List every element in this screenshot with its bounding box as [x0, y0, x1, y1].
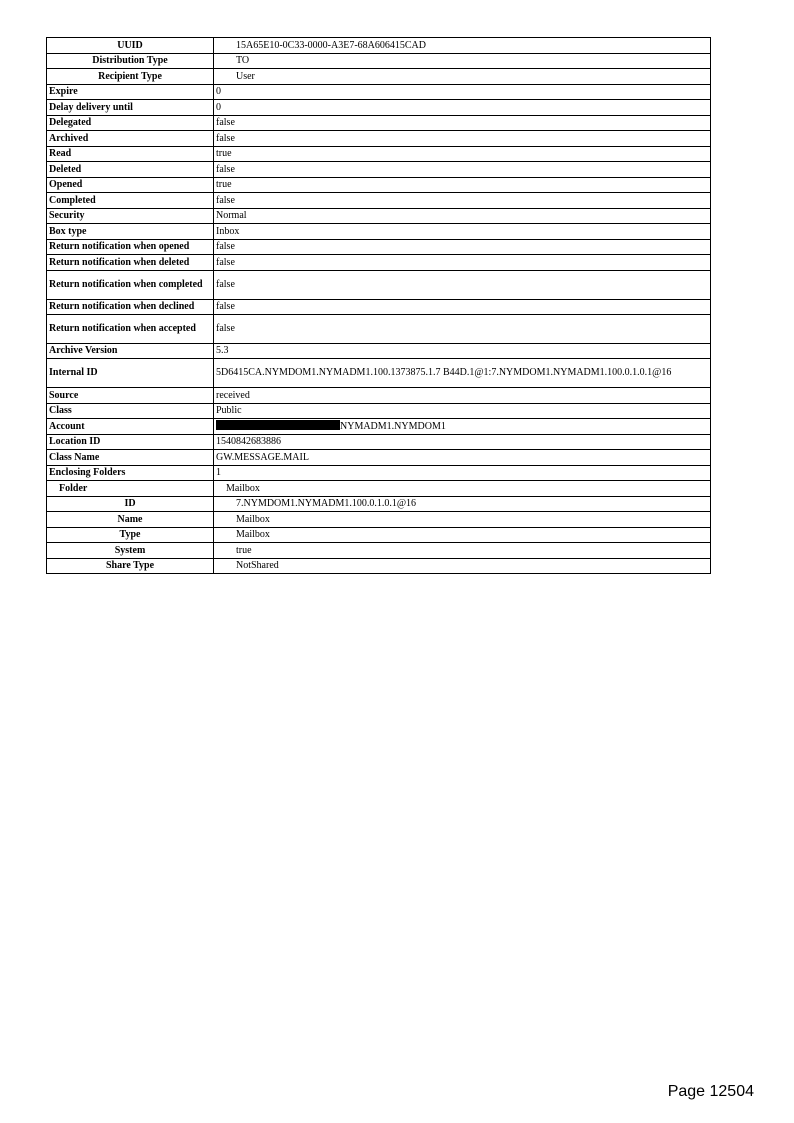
folder-id-label: ID — [47, 497, 214, 512]
notify-deleted-label: Return notification when deleted — [47, 255, 214, 271]
archive-version-value: 5.3 — [214, 344, 711, 359]
enclosing-folders-label: Enclosing Folders — [47, 466, 214, 481]
row-folder-system — [47, 543, 711, 559]
enclosing-folders-value: 1 — [214, 466, 711, 481]
row-opened — [47, 178, 711, 193]
uuid-value: 15A65E10-0C33-0000-A3E7-68A606415CAD — [214, 38, 711, 54]
row-location-id — [47, 435, 711, 450]
row-notify-opened — [47, 240, 711, 255]
opened-value: true — [214, 178, 711, 193]
deleted-label: Deleted — [47, 162, 214, 178]
distribution-type-value: TO — [214, 54, 711, 69]
row-uuid — [47, 38, 711, 54]
row-enclosing-folders — [47, 466, 711, 481]
row-security — [47, 209, 711, 224]
row-archive-version — [47, 344, 711, 359]
read-value: true — [214, 147, 711, 162]
notify-accepted-value: false — [214, 315, 711, 344]
expire-label: Expire — [47, 85, 214, 100]
account-value: NYMADM1.NYMDOM1 — [340, 421, 446, 432]
folder-system-label: System — [47, 543, 214, 559]
folder-label: Folder — [47, 481, 214, 497]
row-expire — [47, 85, 711, 100]
internal-id-label: Internal ID — [47, 359, 214, 388]
source-label: Source — [47, 388, 214, 404]
notify-opened-value: false — [214, 240, 711, 255]
row-archived — [47, 131, 711, 147]
notify-opened-label: Return notification when opened — [47, 240, 214, 255]
row-notify-deleted — [47, 255, 711, 271]
row-folder-share-type — [47, 559, 711, 574]
row-folder-name — [47, 512, 711, 528]
row-class-name — [47, 450, 711, 466]
completed-label: Completed — [47, 193, 214, 209]
row-read — [47, 147, 711, 162]
row-source — [47, 388, 711, 404]
security-value: Normal — [214, 209, 711, 224]
row-recipient-type — [47, 69, 711, 85]
row-notify-completed — [47, 271, 711, 300]
folder-type-value: Mailbox — [214, 528, 711, 543]
box-type-value: Inbox — [214, 224, 711, 240]
location-id-value: 1540842683886 — [214, 435, 711, 450]
account-cell — [214, 419, 711, 435]
location-id-label: Location ID — [47, 435, 214, 450]
distribution-type-label: Distribution Type — [47, 54, 214, 69]
row-delegated — [47, 116, 711, 131]
folder-system-value: true — [214, 543, 711, 559]
notify-accepted-label: Return notification when accepted — [47, 315, 214, 344]
completed-value: false — [214, 193, 711, 209]
row-completed — [47, 193, 711, 209]
class-name-label: Class Name — [47, 450, 214, 466]
class-label: Class — [47, 404, 214, 419]
uuid-label: UUID — [47, 38, 214, 54]
delay-delivery-label: Delay delivery until — [47, 100, 214, 116]
class-value: Public — [214, 404, 711, 419]
delay-delivery-value: 0 — [214, 100, 711, 116]
row-distribution-type — [47, 54, 711, 69]
row-delay-delivery — [47, 100, 711, 116]
redaction-box — [216, 420, 340, 430]
deleted-value: false — [214, 162, 711, 178]
notify-completed-label: Return notification when completed — [47, 271, 214, 300]
row-folder-id — [47, 497, 711, 512]
row-folder-type — [47, 528, 711, 543]
recipient-type-label: Recipient Type — [47, 69, 214, 85]
page-number: Page 12504 — [667, 1083, 754, 1100]
notify-completed-value: false — [214, 271, 711, 300]
properties-table — [46, 37, 711, 574]
read-label: Read — [47, 147, 214, 162]
row-notify-declined — [47, 300, 711, 315]
row-folder — [47, 481, 711, 497]
folder-id-value: 7.NYMDOM1.NYMADM1.100.0.1.0.1@16 — [214, 497, 711, 512]
row-internal-id — [47, 359, 711, 388]
notify-declined-value: false — [214, 300, 711, 315]
expire-value: 0 — [214, 85, 711, 100]
archived-value: false — [214, 131, 711, 147]
internal-id-value: 5D6415CA.NYMDOM1.NYMADM1.100.1373875.1.7 B44D.1@1:7.NYMDOM1.NYMADM1.100.0.1.0.1@16 — [214, 359, 711, 388]
folder-value: Mailbox — [214, 481, 711, 497]
folder-name-value: Mailbox — [214, 512, 711, 528]
recipient-type-value: User — [214, 69, 711, 85]
row-deleted — [47, 162, 711, 178]
row-notify-accepted — [47, 315, 711, 344]
archived-label: Archived — [47, 131, 214, 147]
folder-type-label: Type — [47, 528, 214, 543]
notify-deleted-value: false — [214, 255, 711, 271]
notify-declined-label: Return notification when declined — [47, 300, 214, 315]
account-label: Account — [47, 419, 214, 435]
box-type-label: Box type — [47, 224, 214, 240]
class-name-value: GW.MESSAGE.MAIL — [214, 450, 711, 466]
security-label: Security — [47, 209, 214, 224]
opened-label: Opened — [47, 178, 214, 193]
folder-share-type-value: NotShared — [214, 559, 711, 574]
folder-share-type-label: Share Type — [47, 559, 214, 574]
source-value: received — [214, 388, 711, 404]
delegated-label: Delegated — [47, 116, 214, 131]
row-class — [47, 404, 711, 419]
row-account — [47, 419, 711, 435]
folder-name-label: Name — [47, 512, 214, 528]
row-box-type — [47, 224, 711, 240]
delegated-value: false — [214, 116, 711, 131]
archive-version-label: Archive Version — [47, 344, 214, 359]
